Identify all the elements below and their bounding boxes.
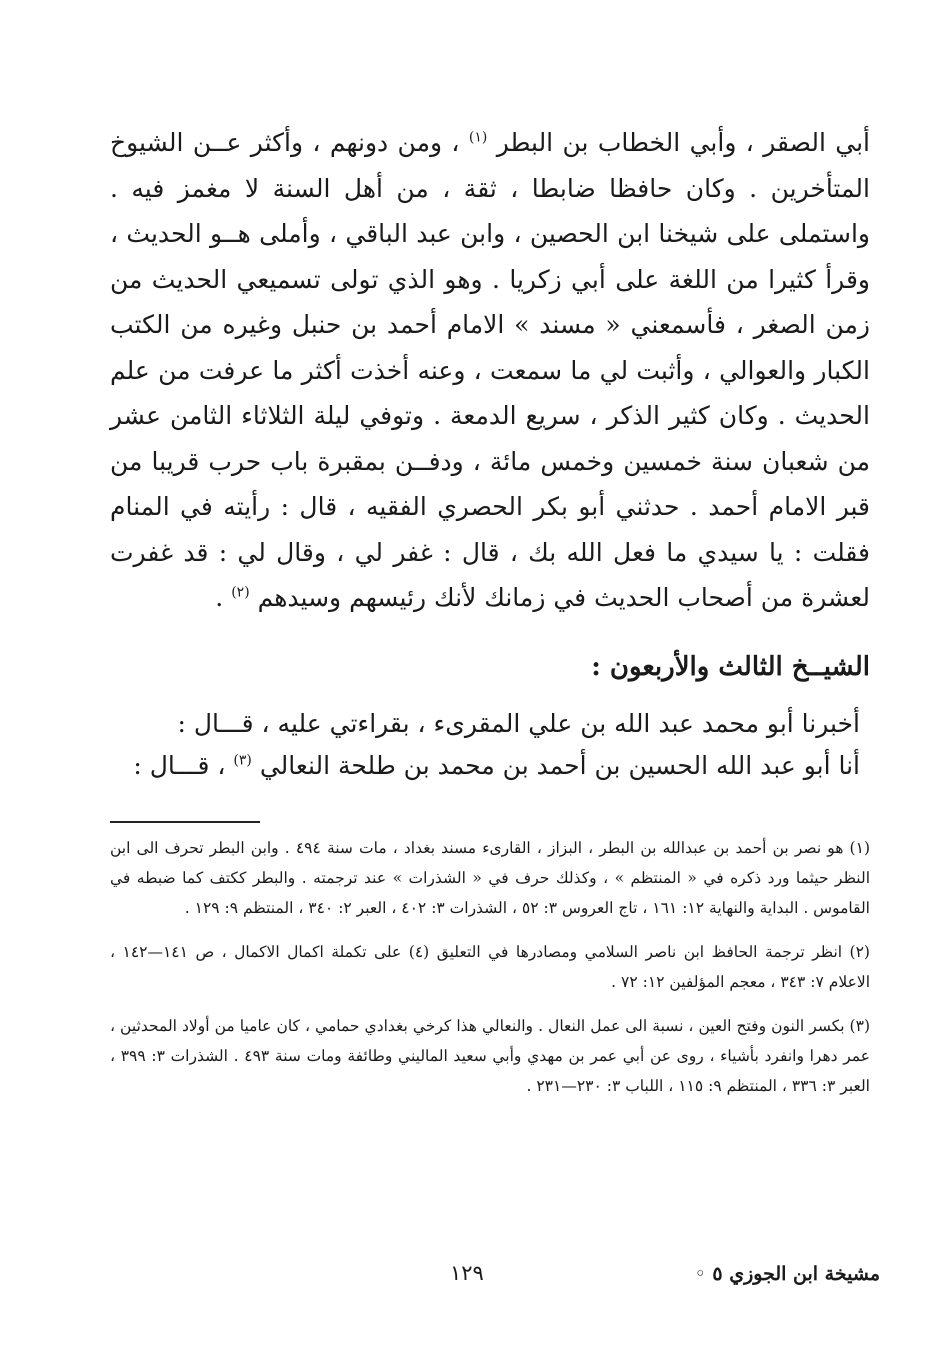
page-content bbox=[110, 120, 870, 1115]
footnote-1: (١) هو نصر بن أحمد بن عبدالله بن البطر ، البزاز ، القارىء مسند بغداد ، مات سنة ٤٩٤ . وابن البطر تحرف الى ابن النظر حيثما ورد ذكره في « المنتظم » ، وكذلك حرف في « الشذرات » عند ترجمته . والبطر ككتف كما ضبطه في القاموس . البداية والنهاية ١٢: ١٦١ ، تاج العروس ٣: ٥٢ ، الشذرات ٣: ٤٠٢ ، العبر ٢: ٣٤٠ ، المنتظم ٩: ١٢٩ . bbox=[110, 838, 870, 917]
narration-line-2-end: ، قـــال : bbox=[133, 750, 226, 780]
body-text-main: ، ومن دونهم ، وأكثر عــن الشيوخ المتأخرين . وكان حافظا ضابطا ، ثقة ، من أهل السنة لا مغمز فيه . واستملى على شيخنا ابن الحصين ، وابن عبد الباقي ، وأملى هــو الحديث ، وقرأ كثيرا من اللغة على أبي زكريا . وهو الذي تولى تسميعي الحديث من زمن الصغر ، فأسمعني « مسند » الامام أحمد بن حنبل وغيره من الكتب الكبار والعوالي ، وأثبت لي ما سمعت ، وعنه أخذت أكثر ما عرفت من علم الحديث . وكان كثير الذكر ، سريع الدمعة . وتوفي ليلة الثلاثاء الثامن عشر من شعبان سنة خمسين وخمس مائة ، ودفــن بمقبرة باب حرب قريبا من قبر الامام أحمد . حدثني أبو بكر الحصري الفقيه ، قال : رأيته في المنام فقلت : يا سيدي ما فعل الله بك ، قال : غفر لي ، وقال لي : قد غفرت لعشرة من أصحاب الحديث في زمانك لأنك رئيسهم وسيدهم bbox=[110, 128, 870, 612]
footnote-ref-2[interactable]: (٢) bbox=[231, 584, 250, 601]
footnotes bbox=[110, 833, 870, 1101]
isnad-narration bbox=[110, 703, 870, 787]
section-heading: الشيــخ الثالث والأربعون : bbox=[591, 651, 870, 682]
footnote-3: (٣) بكسر النون وفتح العين ، نسبة الى عمل النعال . والنعالي هذا كرخي بغدادي حمامي ، كان عاميا من أولاد المحدثين ، عمر دهرا وانفرد بأشياء ، روى عن أبي عمر بن مهدي وأبي سعيد الماليني وطائفة ومات سنة ٤٩٣ . الشذرات ٣: ٣٩٩ ، العبر ٣: ٣٣٦ ، المنتظم ٩: ١١٥ ، اللباب ٣: ٢٣٠—٢٣١ . bbox=[110, 1016, 870, 1095]
body-text-end: . bbox=[215, 583, 224, 612]
body-text-start: أبي الصقر ، وأبي الخطاب بن البطر bbox=[496, 128, 870, 157]
narration-line-2-text: أنا أبو عبد الله الحسين بن أحمد بن محمد بن طلحة النعالي bbox=[259, 750, 860, 780]
page-footer bbox=[110, 1255, 880, 1295]
footnote-2: (٢) انظر ترجمة الحافظ ابن ناصر السلامي ومصادرها في التعليق (٤) على تكملة اكمال الاكمال ، ص ١٤١—١٤٢ ، الاعلام ٧: ٣٤٣ ، معجم المؤلفين ١٢: ٧٢ . bbox=[110, 942, 870, 991]
footnote-ref-3[interactable]: (٣) bbox=[233, 752, 252, 769]
book-title: مشيخة ابن الجوزي ٥ ◦ bbox=[694, 1263, 880, 1285]
narration-line-1: أخبرنا أبو محمد عبد الله بن علي المقرىء ، بقراءتي عليه ، قـــال : bbox=[177, 708, 860, 738]
narration-line-2 bbox=[110, 745, 860, 787]
body-line-1 bbox=[110, 120, 870, 621]
page-number: ١٢٩ bbox=[450, 1261, 484, 1285]
footnote-ref-1[interactable]: (١) bbox=[468, 129, 488, 146]
footnote-divider bbox=[110, 821, 260, 823]
biography-paragraph bbox=[110, 120, 870, 621]
footnote-divider-wrap bbox=[110, 821, 870, 823]
